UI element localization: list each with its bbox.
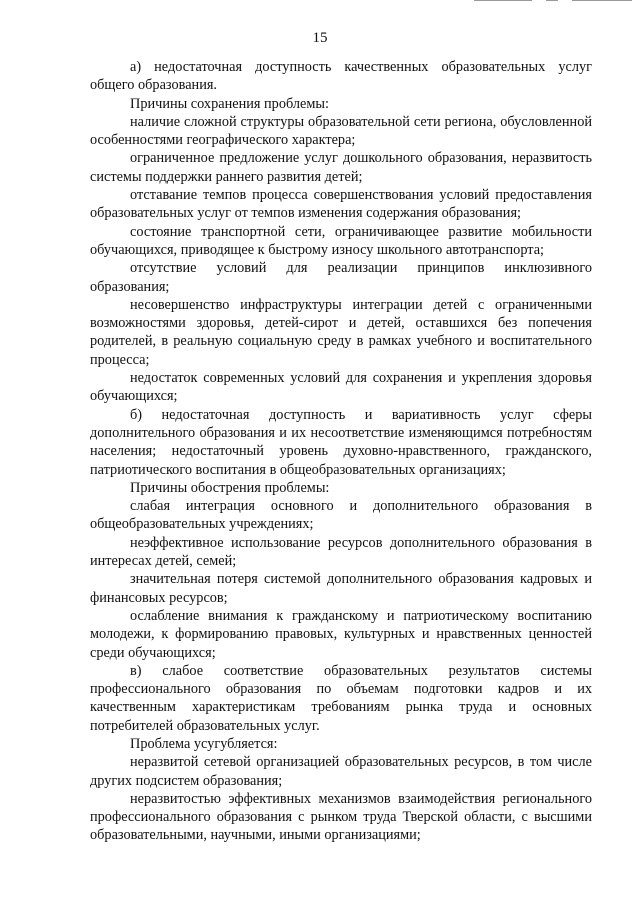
paragraph: неэффективное использование ресурсов дополнительного образования в интересах детей, семей; [90,534,592,570]
paragraph: Причины обострения проблемы: [130,479,330,496]
paragraph: недостаток современных условий для сохранения и укрепления здоровья обучающихся; [90,370,592,405]
paragraph: неразвитостью эффективных механизмов взаимодействия регионального профессионального образования с рынком труда Тверской области, с высшими образовательными, научными, иными организациями; [90,790,592,844]
paragraph: значительная потеря системой дополнительного образования кадровых и финансовых ресурсов; [90,571,592,606]
document-body [90,58,592,845]
paragraph: слабая интеграция основного и дополнительного образования в общеобразовательных учреждениях; [90,498,592,533]
paragraph: отставание темпов процесса совершенствования условий предоставления образовательных услуг от темпов изменения содержания образования; [90,187,592,222]
paragraph: Проблема усугубляется: [130,735,278,752]
paragraph: а) недостаточная доступность качественных образовательных услуг общего образования. [90,59,592,94]
paragraph: в) слабое соответствие образовательных результатов системы профессионального образования по объемам подготовки кадров и их качественным характеристикам требованиям рынка труда и основных потребителей образовательных услуг. [90,662,592,734]
scan-header-mark [546,0,558,1]
paragraph: несовершенство инфраструктуры интеграции детей с ограниченными возможностями здоровья, детей-сирот и детей, оставшихся без попечения родителей, в реальную социальную среду в рамках учебного и воспитательного процесса; [90,296,592,368]
paragraph: ограниченное предложение услуг дошкольного образования, неразвитость системы поддержки раннего развития детей; [90,150,592,185]
scan-header-mark [572,0,632,1]
paragraph: ослабление внимания к гражданскому и патриотическому воспитанию молодежи, к формированию правовых, культурных и нравственных ценностей среди обучающихся; [90,607,592,661]
paragraph: неразвитой сетевой организацией образовательных ресурсов, в том числе других подсистем образования; [90,754,592,789]
paragraph: состояние транспортной сети, ограничивающее развитие мобильности обучающихся, приводящее к быстрому износу школьного автотранспорта; [90,223,592,258]
paragraph: отсутствие условий для реализации принципов инклюзивного образования; [90,260,592,295]
paragraph: наличие сложной структуры образовательной сети региона, обусловленной особенностями географического характера; [90,113,592,149]
paragraph: Причины сохранения проблемы: [130,95,329,112]
scan-header-mark [474,0,532,1]
paragraph: б) недостаточная доступность и вариативность услуг сферы дополнительного образования и их несоответствие изменяющимся потребностям населения; недостаточный уровень духовно-нравственного, гражданского, патриотического воспитания в общеобразовательных организациях; [90,406,592,478]
page-number: 15 [312,30,328,46]
